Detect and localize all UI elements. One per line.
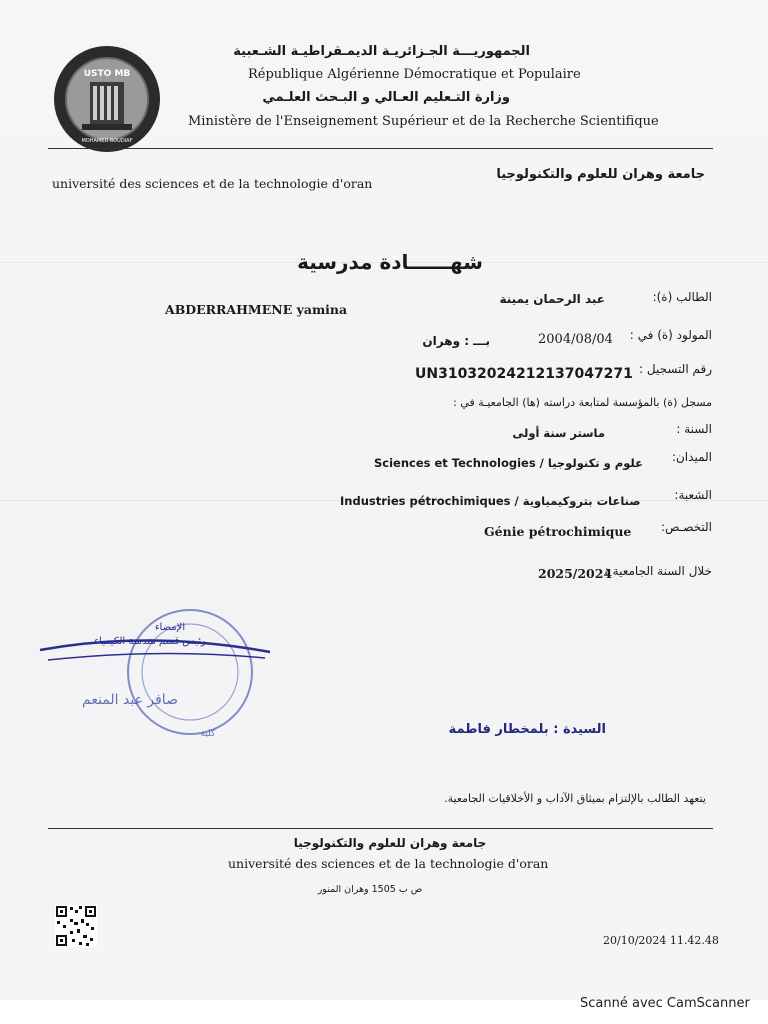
signatory-name: السيدة : بلمخطار فاطمة xyxy=(448,722,606,737)
university-logo xyxy=(52,44,162,154)
document-title: شهــــــادة مدرسية xyxy=(297,250,483,274)
university-name-fr: université des sciences et de la technologie d'oran xyxy=(52,176,373,191)
footer-university-ar: جامعة وهران للعلوم والتكنولوجيا xyxy=(293,836,487,850)
student-name-fr: ABDERRAHMENE yamina xyxy=(165,302,348,317)
print-timestamp: 20/10/2024 11.42.48 xyxy=(603,934,719,947)
birth-date: 2004/08/04 xyxy=(538,332,613,347)
header-arabic-ministry: وزارة التـعليم العـالي و البـحث العلـمي xyxy=(262,90,510,105)
header-arabic-republic: الجمهوريـــة الجـزائريـة الديمـقراطيـة الشـعبية xyxy=(233,44,530,59)
stamp-line2: الإمضاء xyxy=(154,622,186,633)
header-french-ministry: Ministère de l'Enseignement Supérieur et de la Recherche Scientifique xyxy=(188,114,659,129)
domain-label: الميدان: xyxy=(671,450,712,464)
specialty-label: التخصـص: xyxy=(660,520,712,534)
qr-code-icon xyxy=(55,905,97,947)
registration-number: UN31032024212137047271 xyxy=(415,366,633,382)
logo-text: USTO MB xyxy=(83,69,131,79)
year-label: السنة : xyxy=(676,422,712,436)
footer-university-fr: université des sciences et de la technologie d'oran xyxy=(228,856,549,871)
footer-divider xyxy=(48,828,713,829)
birth-label: المولود (ة) في : xyxy=(629,328,712,342)
year-value: ماستر سنة أولى xyxy=(512,426,605,440)
logo-bottom-text: MOHAMED BOUDIAF xyxy=(81,138,133,144)
enrollment-text: مسجل (ة) بالمؤسسة لمتابعة دراسته (ها) الجامعيـة في : xyxy=(453,396,712,409)
university-name-ar: جامعة وهران للعلوم والتكنولوجيا xyxy=(496,167,705,182)
specialty-value: Génie pétrochimique xyxy=(484,524,632,539)
branch-label: الشعبة: xyxy=(674,488,712,502)
scanner-watermark: Scanné avec CamScanner xyxy=(580,996,750,1011)
stamp-line1: رئيس قسم هندسة الكيمياء xyxy=(94,636,206,647)
academic-year-value: 2025/2024 xyxy=(538,566,613,581)
student-label: الطالب (ة): xyxy=(652,290,712,304)
domain-value: Sciences et Technologies / علوم و تكنولوجيا xyxy=(374,456,643,470)
birth-place: بـــ : وهران xyxy=(422,334,490,348)
stamp-line4: كلية xyxy=(200,729,216,739)
official-stamp xyxy=(30,600,290,750)
commitment-text: يتعهد الطالب بالإلتزام بميثاق الآداب و الأخلاقيات الجامعية. xyxy=(444,792,706,805)
header-french-republic: République Algérienne Démocratique et Populaire xyxy=(248,67,581,82)
footer-address: ص ب 1505 وهران المنور xyxy=(317,884,423,895)
header-divider xyxy=(48,148,713,149)
student-name-ar: عبد الرحمان يمينة xyxy=(499,292,605,306)
branch-value: Industries pétrochimiques / صناعات بتروكيمياوية xyxy=(340,494,641,508)
academic-year-label: خلال السنة الجامعية : xyxy=(604,564,712,578)
stamp-line3: صافر عبد المنعم xyxy=(82,692,178,708)
registration-label: رقم التسجيل : xyxy=(639,362,712,376)
